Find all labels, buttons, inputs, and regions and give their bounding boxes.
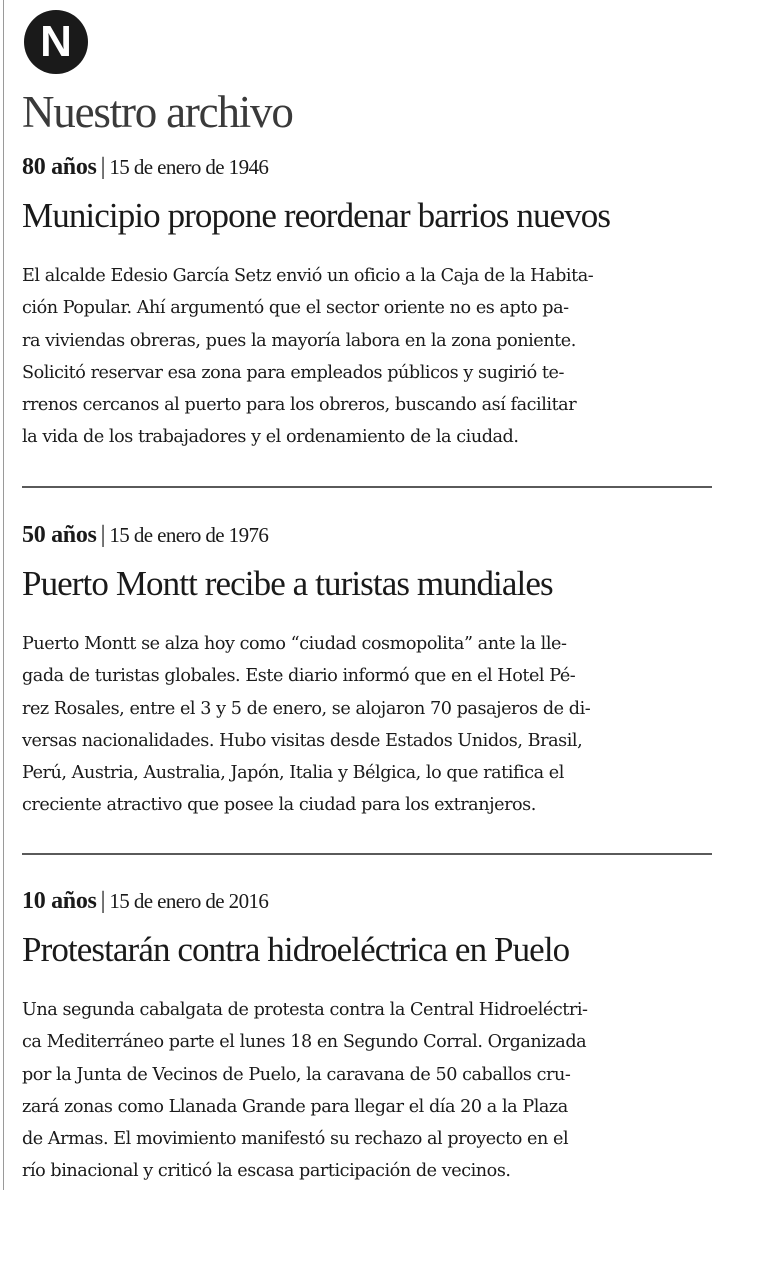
body-line: la vida de los trabajadores y el ordenamiento de la ciudad. <box>22 427 519 448</box>
newspaper-logo: N <box>24 10 88 74</box>
entry-meta <box>22 886 714 916</box>
body-line: Perú, Austria, Australia, Japón, Italia y Bélgica, lo que ratifica el <box>22 763 564 784</box>
entry-body <box>22 994 714 1188</box>
body-line: Una segunda cabalgata de protesta contra la Central Hidroeléctri- <box>22 1000 588 1020</box>
entry-date: 15 de enero de 2016 <box>109 889 269 913</box>
meta-separator: | <box>100 888 106 914</box>
left-column-rule <box>3 0 4 1190</box>
body-line: El alcalde Edesio García Setz envió un oficio a la Caja de la Habita- <box>22 266 594 286</box>
entry-years: 80 años <box>22 154 97 180</box>
entry-years: 10 años <box>22 888 97 914</box>
body-line: gada de turistas globales. Este diario informó que en el Hotel Pé- <box>22 666 576 687</box>
body-line: rez Rosales, entre el 3 y 5 de enero, se alojaron 70 pasajeros de di- <box>22 698 591 719</box>
entry-divider <box>22 853 712 855</box>
body-line: Solicitó reservar esa zona para empleados públicos y sugirió te- <box>22 362 564 383</box>
entry-meta <box>22 520 714 550</box>
meta-separator: | <box>100 154 106 180</box>
body-line: por la Junta de Vecinos de Puelo, la caravana de 50 caballos cru- <box>22 1064 571 1085</box>
entry-body <box>22 628 714 822</box>
archive-entry-80-years <box>22 152 714 454</box>
body-line: versas nacionalidades. Hubo visitas desde Estados Unidos, Brasil, <box>22 730 583 751</box>
entry-body <box>22 260 714 454</box>
body-line: ca Mediterráneo parte el lunes 18 en Segundo Corral. Organizada <box>22 1032 587 1053</box>
entry-divider <box>22 486 712 488</box>
body-line: creciente atractivo que posee la ciudad para los extranjeros. <box>22 795 536 816</box>
meta-separator: | <box>100 522 106 548</box>
entry-years: 50 años <box>22 522 97 548</box>
body-line: Puerto Montt se alza hoy como “ciudad cosmopolita” ante la lle- <box>22 634 567 654</box>
body-line: zará zonas como Llanada Grande para llegar el día 20 a la Plaza <box>22 1096 568 1117</box>
body-line: río binacional y criticó la escasa participación de vecinos. <box>22 1161 511 1182</box>
entry-date: 15 de enero de 1946 <box>109 155 269 179</box>
entry-meta <box>22 152 714 182</box>
body-line: de Armas. El movimiento manifestó su rechazo al proyecto en el <box>22 1129 569 1150</box>
entry-headline: Puerto Montt recibe a turistas mundiales <box>22 564 553 603</box>
body-line: ción Popular. Ahí argumentó que el sector oriente no es apto pa- <box>22 298 569 319</box>
entry-headline: Protestarán contra hidroeléctrica en Puelo <box>22 930 570 969</box>
body-line: rrenos cercanos al puerto para los obreros, buscando así facilitar <box>22 395 577 416</box>
archive-entry-10-years <box>22 886 714 1188</box>
entry-date: 15 de enero de 1976 <box>109 523 269 547</box>
section-title: Nuestro archivo <box>22 87 293 137</box>
entry-headline: Municipio propone reordenar barrios nuevos <box>22 196 611 235</box>
archive-entry-50-years <box>22 520 714 822</box>
body-line: ra viviendas obreras, pues la mayoría labora en la zona poniente. <box>22 330 576 351</box>
